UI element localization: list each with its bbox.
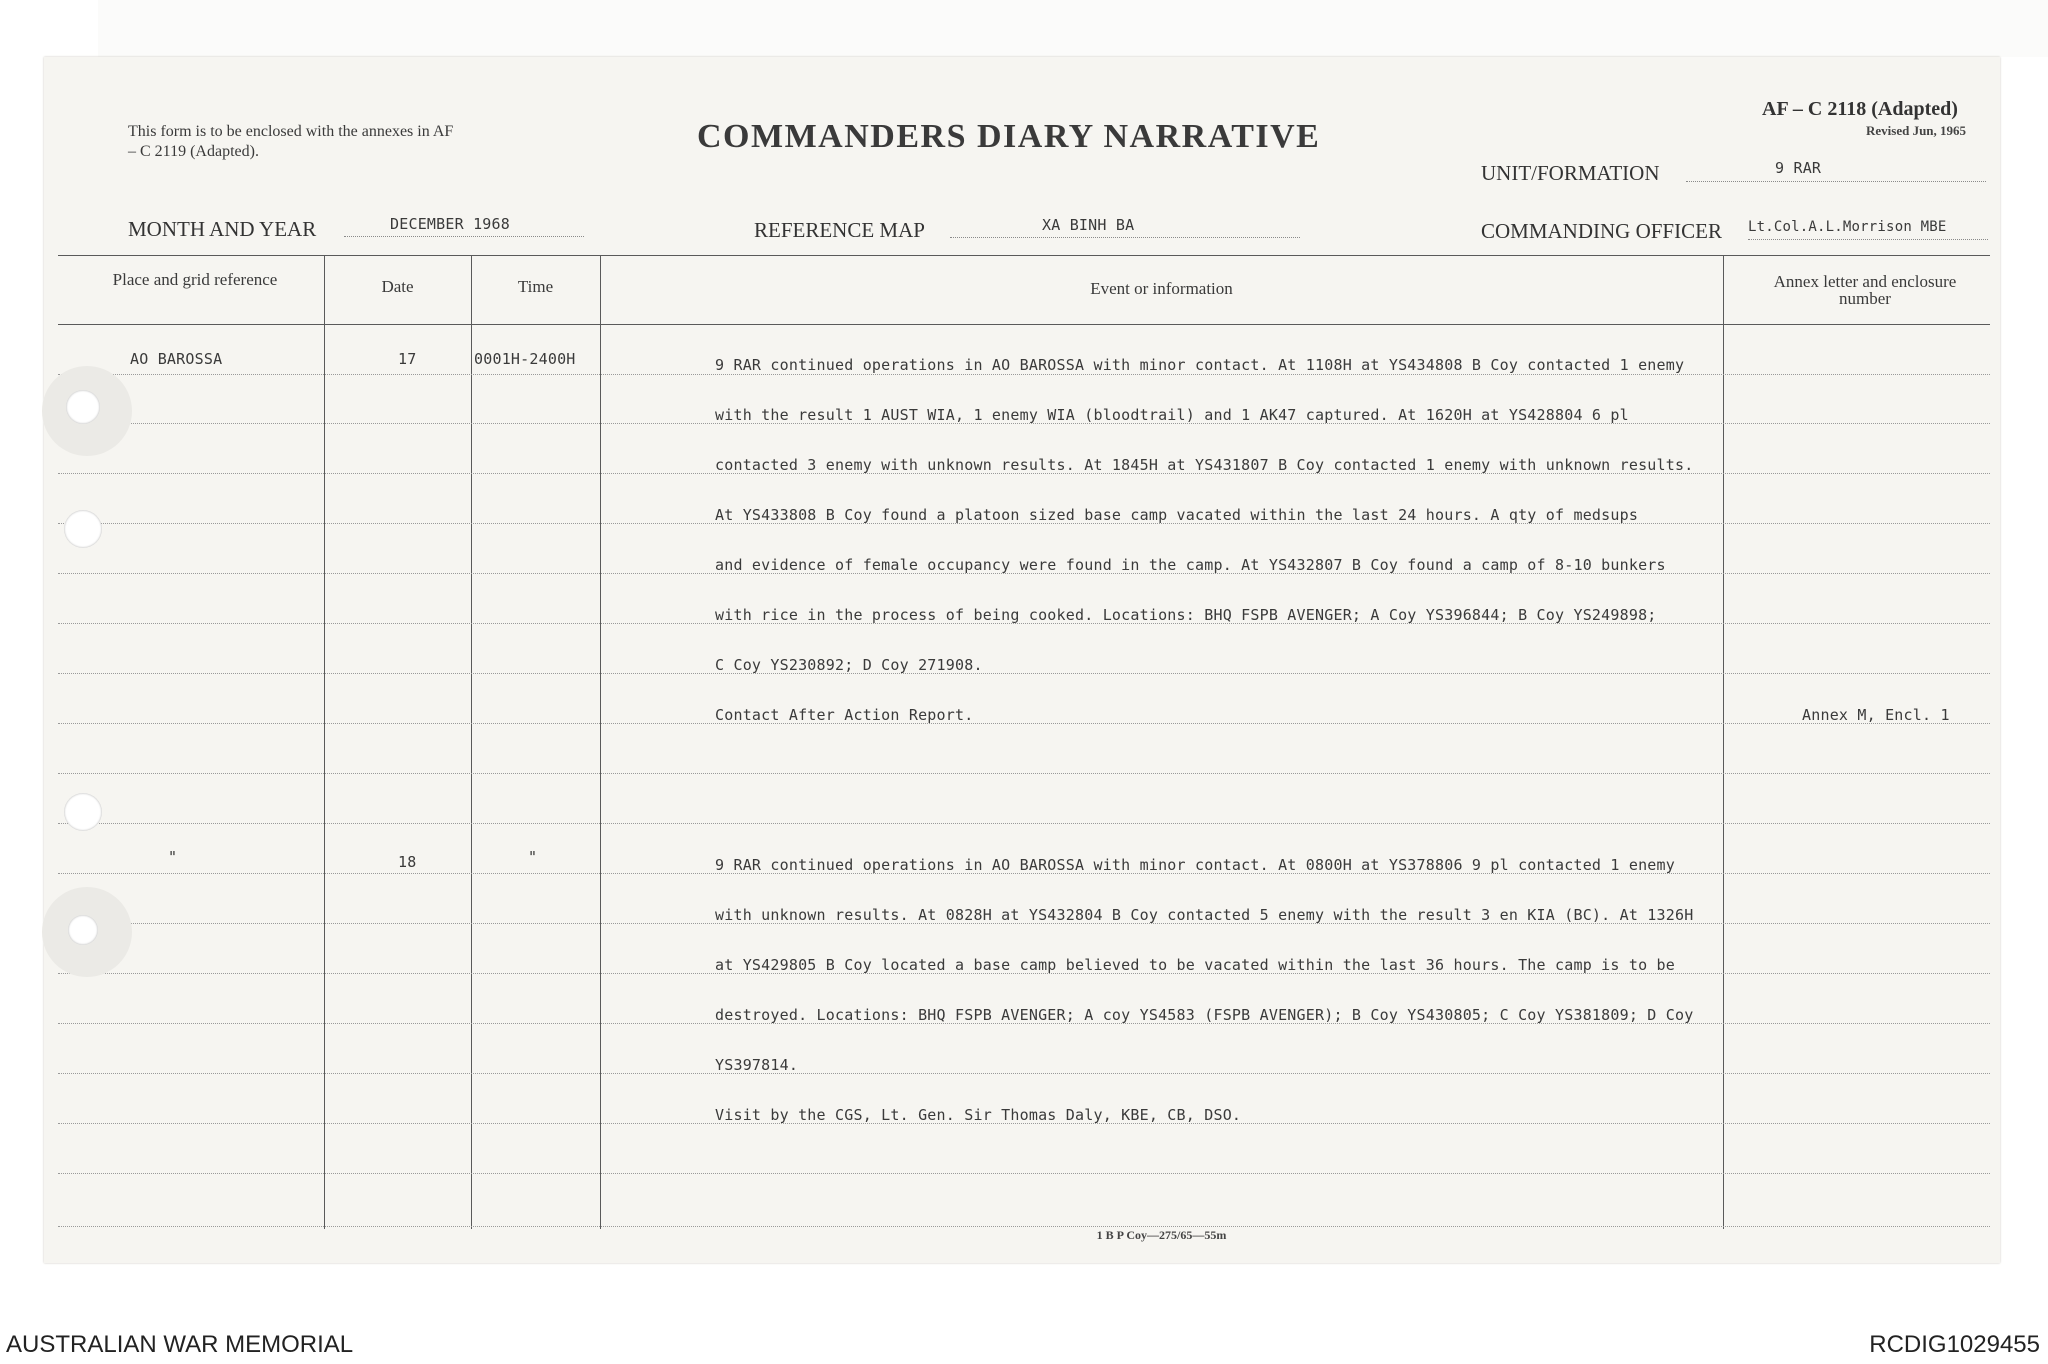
ruled-line	[58, 1073, 1990, 1074]
top-strip	[98, 0, 2048, 57]
entry-time: 0001H-2400H	[474, 350, 576, 368]
form-title: COMMANDERS DIARY NARRATIVE	[697, 118, 1321, 155]
month-year-value: DECEMBER 1968	[390, 215, 510, 233]
event-line: Contact After Action Report.	[715, 706, 974, 724]
archive-id: RCDIG1029455	[1869, 1331, 2040, 1358]
ruled-line	[58, 374, 1990, 375]
event-line: at YS429805 B Coy located a base camp believed to be vacated within the last 36 hours. The camp is to be	[715, 956, 1675, 974]
event-line: 9 RAR continued operations in AO BAROSSA with minor contact. At 1108H at YS434808 B Coy contacted 1 enemy	[715, 356, 1685, 374]
event-line: C Coy YS230892; D Coy 271908.	[715, 656, 983, 674]
event-line: with rice in the process of being cooked. Locations: BHQ FSPB AVENGER; A Coy YS396844; B Coy YS249898;	[715, 606, 1657, 624]
header-event: Event or information	[1090, 279, 1233, 298]
co-dotted-line	[1748, 239, 1988, 240]
unit-dotted-line	[1686, 181, 1986, 182]
annex-reference: Annex M, Encl. 1	[1802, 706, 1950, 724]
column-divider-time	[600, 255, 601, 1229]
month-year-label: MONTH AND YEAR	[128, 217, 317, 241]
binder-hole	[64, 793, 102, 831]
ruled-line	[58, 723, 1990, 724]
event-line: YS397814.	[715, 1056, 799, 1074]
entry-place: "	[168, 848, 178, 866]
ruled-line	[58, 673, 1990, 674]
event-line: contacted 3 enemy with unknown results. At 1845H at YS431807 B Coy contacted 1 enemy with unknown results.	[715, 456, 1694, 474]
ruled-line	[58, 1226, 1990, 1227]
commanding-officer-value: Lt.Col.A.L.Morrison MBE	[1748, 219, 1947, 235]
column-divider-date	[471, 255, 472, 1229]
entry-place: AO BAROSSA	[130, 350, 223, 368]
event-line: At YS433808 B Coy found a platoon sized base camp vacated within the last 24 hours. A qty of medsups	[715, 506, 1639, 524]
commanding-officer-label: COMMANDING OFFICER	[1481, 219, 1722, 243]
archive-label: AUSTRALIAN WAR MEMORIAL	[6, 1331, 354, 1358]
reference-map-label: REFERENCE MAP	[754, 218, 925, 242]
event-line: with the result 1 AUST WIA, 1 enemy WIA (bloodtrail) and 1 AK47 captured. At 1620H at YS428804 6 pl	[715, 406, 1629, 424]
revised-date: Revised Jun, 1965	[1866, 123, 1967, 138]
entry-date: 18	[398, 853, 417, 871]
binder-hole	[64, 510, 102, 548]
event-line: destroyed. Locations: BHQ FSPB AVENGER; A coy YS4583 (FSPB AVENGER); B Coy YS430805; C Coy YS381809; D Coy	[715, 1006, 1694, 1024]
entry-time: "	[528, 848, 538, 866]
header-place: Place and grid reference	[112, 270, 278, 289]
event-line: with unknown results. At 0828H at YS432804 B Coy contacted 5 enemy with the result 3 en KIA (BC). At 1326H	[715, 906, 1694, 924]
header-date: Date	[381, 277, 414, 296]
header-time: Time	[517, 277, 554, 296]
binder-hole	[66, 390, 100, 424]
ruled-line	[58, 823, 1990, 824]
month-dotted-line	[344, 236, 584, 237]
printer-imprint: 1 B P Coy—275/65—55m	[1096, 1228, 1227, 1242]
form-number: AF – C 2118 (Adapted)	[1762, 98, 1958, 120]
column-divider-event	[1723, 255, 1724, 1229]
table-header-rule	[58, 324, 1990, 325]
enclosure-note: This form is to be enclosed with the annexes in AF – C 2119 (Adapted).	[128, 123, 454, 160]
entry-date: 17	[398, 350, 417, 368]
event-line: 9 RAR continued operations in AO BAROSSA with minor contact. At 0800H at YS378806 9 pl contacted 1 enemy	[715, 856, 1675, 874]
header-annex: Annex letter and enclosure number	[1773, 272, 1957, 308]
reference-map-value: XA BINH BA	[1042, 216, 1135, 234]
unit-value: 9 RAR	[1775, 159, 1822, 177]
unit-label: UNIT/FORMATION	[1481, 161, 1660, 185]
column-divider-place	[324, 255, 325, 1229]
binder-hole	[68, 915, 98, 945]
event-line: Visit by the CGS, Lt. Gen. Sir Thomas Daly, KBE, CB, DSO.	[715, 1106, 1242, 1124]
table-top-rule	[58, 255, 1990, 256]
map-dotted-line	[950, 237, 1300, 238]
ruled-line	[58, 773, 1990, 774]
event-line: and evidence of female occupancy were found in the camp. At YS432807 B Coy found a camp of 8-10 bunkers	[715, 556, 1666, 574]
ruled-line	[58, 1173, 1990, 1174]
